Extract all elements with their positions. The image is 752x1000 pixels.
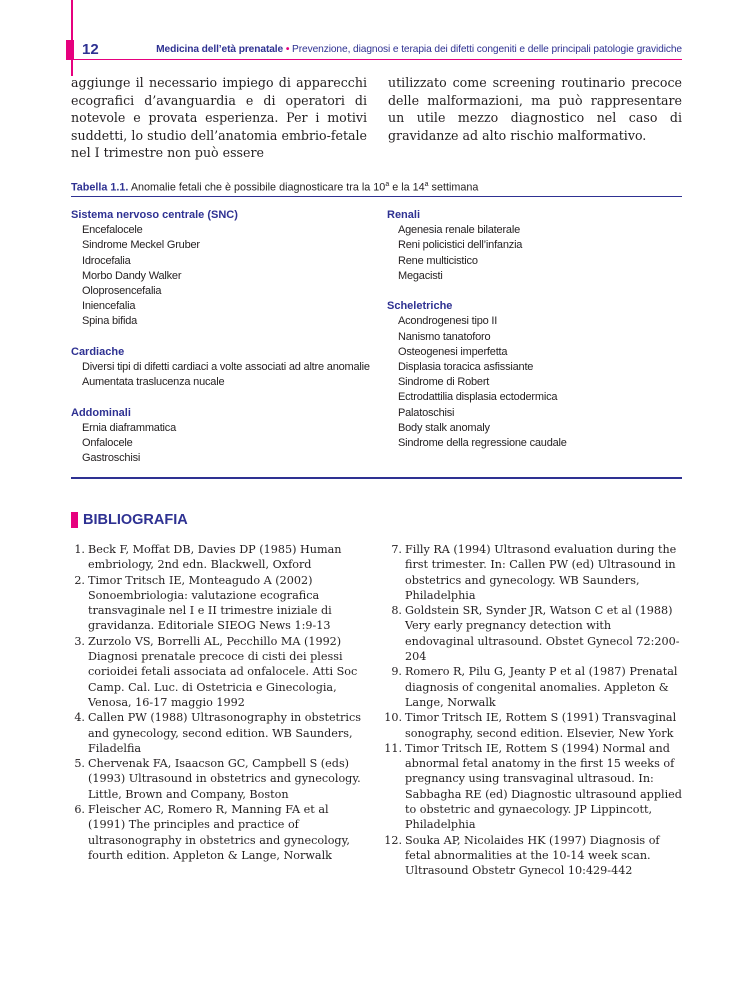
table-group-title: Scheletriche — [387, 300, 453, 313]
page-number-block — [66, 40, 102, 60]
reference-item — [388, 664, 682, 710]
table-item: Sindrome Meckel Gruber — [82, 239, 200, 252]
table-caption — [71, 178, 478, 195]
bibliography-marker — [71, 512, 78, 528]
reference-number: 7. — [391, 543, 402, 556]
running-header — [156, 43, 682, 56]
reference-item — [71, 802, 367, 863]
reference-number: 3. — [74, 634, 85, 648]
table-item: Sindrome della regressione caudale — [398, 437, 567, 450]
reference-text: Chervenak FA, Isaacson GC, Campbell S (eds) (1993) Ultrasound in obstetrics and gynecology. Little, Brown and Company, Boston — [88, 757, 361, 801]
reference-item — [388, 603, 682, 664]
reference-text: Timor Tritsch IE, Rottem S (1994) Normal and abnormal fetal anatomy in the first 15 weeks of pregnancy using transvaginal ultrasoud. In: Sabbagha RE (ed) Diagnostic ultrasound applied to obstetric and gynaecology. JP Lippincott, Philadelphia — [405, 741, 682, 832]
reference-item — [388, 542, 682, 603]
table-item: Megacisti — [398, 269, 443, 282]
reference-number: 10. — [384, 711, 402, 725]
running-header-separator: • — [285, 44, 290, 55]
reference-text: Romero R, Pilu G, Jeanty P et al (1987) Prenatal diagnosis of congenital anomalies. Appleton & Lange, Norwalk — [405, 665, 678, 709]
reference-number: 1. — [74, 543, 85, 556]
table-item: Spina bifida — [82, 315, 138, 328]
bibliography-title: BIBLIOGRAFIA — [83, 512, 188, 528]
table-item: Encefalocele — [82, 224, 143, 237]
table-item: Sindrome di Robert — [398, 376, 490, 389]
running-subtitle: Prevenzione, diagnosi e terapia dei difetti congeniti e delle principali patologie gravidiche — [292, 44, 682, 55]
reference-item — [384, 741, 682, 833]
body-paragraph-left: aggiunge il necessario impiego di apparecchi ecografici d’avanguardia e di operatori di notevole e provata esperienza. Per i motivi suddetti, lo studio dell’anatomia embrio-fetale nel I trimestre non può essere — [71, 75, 367, 161]
table-group — [387, 299, 687, 451]
table-item: Morbo Dandy Walker — [82, 269, 182, 282]
table-item: Osteogenesi imperfetta — [398, 345, 508, 358]
table-item: Rene multicistico — [398, 254, 478, 267]
table-group-title: Cardiache — [71, 345, 125, 358]
page-number-marker — [66, 40, 74, 60]
page-number: 12 — [82, 41, 99, 58]
reference-text: Timor Tritsch IE, Monteagudo A (2002) Sonoembriologia: valutazione ecografica transvaginale nel I e II trimestre iniziale di gravidanza. Editoriale SIEOG News 1:9-13 — [88, 573, 332, 633]
reference-text: Beck F, Moffat DB, Davies DP (1985) Human embriology, 2nd edn. Blackwell, Oxford — [88, 543, 342, 572]
reference-item — [71, 634, 367, 710]
table-item: Body stalk anomaly — [398, 421, 490, 434]
table-group — [387, 208, 687, 284]
table-item: Palatoschisi — [398, 406, 455, 419]
reference-text: Goldstein SR, Synder JR, Watson C et al (1988) Very early pregnancy detection with endovaginal ultrasound. Obstet Gynecol 72:200-204 — [405, 604, 680, 664]
body-column-left — [71, 74, 367, 162]
reference-text: Souka AP, Nicolaides HK (1997) Diagnosis of fetal abnormalities at the 10-14 week scan. Ultrasound Obstetr Gynecol 10:429-442 — [405, 833, 660, 878]
table-column-right — [387, 208, 687, 466]
table-item: Ernia diaframmatica — [82, 421, 177, 434]
table-caption-a: Anomalie fetali che è possibile diagnosticare tra la 10 — [128, 181, 386, 194]
reference-number: 4. — [74, 711, 85, 725]
table-group — [71, 345, 381, 391]
reference-item — [71, 573, 367, 634]
reference-text: Fleischer AC, Romero R, Manning FA et al (1991) The principles and practice of ultrasonography in obstetrics and gynecology, fourth edition. Appleton & Lange, Norwalk — [88, 803, 350, 862]
table-item: Onfalocele — [82, 437, 133, 450]
table-group-title: Renali — [387, 209, 421, 221]
table-caption-b: e la 14 — [389, 181, 425, 194]
table-group — [71, 208, 381, 330]
table-group — [71, 406, 381, 467]
table-item: Displasia toracica asfissiante — [398, 361, 534, 374]
margin-line-top — [71, 0, 73, 42]
table-item: Acondrogenesi tipo II — [398, 315, 498, 328]
reference-number: 6. — [74, 803, 85, 817]
reference-item — [384, 710, 682, 741]
reference-text: Timor Tritsch IE, Rottem S (1991) Transvaginal sonography, second edition. Elsevier, New York — [405, 711, 677, 740]
reference-item — [71, 542, 367, 573]
table-item: Aumentata traslucenza nucale — [82, 376, 225, 389]
reference-item — [384, 833, 682, 879]
reference-number: 9. — [391, 665, 402, 679]
table-caption-c: settimana — [428, 181, 479, 194]
table-item: Idrocefalia — [82, 254, 131, 267]
table-item: Diversi tipi di difetti cardiaci a volte associati ad altre anomalie — [82, 361, 370, 374]
reference-number: 2. — [74, 573, 85, 587]
table-column-left — [71, 208, 381, 482]
table-bottom-rule — [71, 477, 682, 479]
table-top-rule — [71, 196, 682, 197]
table-item: Oloprosencefalia — [82, 285, 162, 298]
table-caption-sup-a: a — [385, 181, 390, 188]
table-caption-sup-b: a — [424, 181, 429, 188]
reference-item — [71, 756, 367, 802]
reference-number: 5. — [74, 757, 85, 771]
reference-number: 12. — [384, 833, 402, 847]
table-group-title: Sistema nervoso centrale (SNC) — [71, 209, 238, 221]
table-item: Reni policistici dell’infanzia — [398, 239, 523, 252]
table-item: Nanismo tanatoforo — [398, 330, 491, 343]
table-item: Agenesia renale bilaterale — [398, 224, 520, 237]
reference-text: Callen PW (1988) Ultrasonography in obstetrics and gynecology, second edition. WB Saunders, Filadelfia — [88, 711, 361, 755]
table-item: Iniencefalia — [82, 300, 136, 313]
table-label: Tabella 1.1. — [71, 181, 129, 194]
bibliography-list-left — [71, 542, 367, 863]
reference-text: Zurzolo VS, Borrelli AL, Pecchillo MA (1992) Diagnosi prenatale precoce di cisti dei plessi corioidei fetali associata ad onfalocele. Atti Soc Camp. Cal. Luc. di Ostetricia e Ginecologia, Venosa, 16-17 maggio 1992 — [88, 634, 358, 709]
reference-number: 11. — [384, 741, 402, 755]
running-title: Medicina dell’età prenatale — [156, 44, 284, 55]
reference-text: Filly RA (1994) Ultrasond evaluation during the first trimester. In: Callen PW (ed) Ultrasound in obstetrics and gynecology. WB Saunders, Philadelphia — [405, 543, 677, 602]
header-rule — [73, 59, 682, 60]
bibliography-list-right — [384, 542, 682, 879]
body-paragraph-right: utilizzato come screening routinario precoce delle malformazioni, ma può rappresentare un utile mezzo diagnostico nel caso di gravidanze ad alto rischio malformativo. — [388, 75, 682, 143]
table-group-title: Addominali — [71, 406, 131, 419]
reference-number: 8. — [391, 604, 402, 618]
reference-item — [71, 710, 367, 756]
table-item: Gastroschisi — [82, 452, 141, 465]
body-column-right — [388, 74, 682, 144]
table-item: Ectrodattilia displasia ectodermica — [398, 391, 558, 404]
